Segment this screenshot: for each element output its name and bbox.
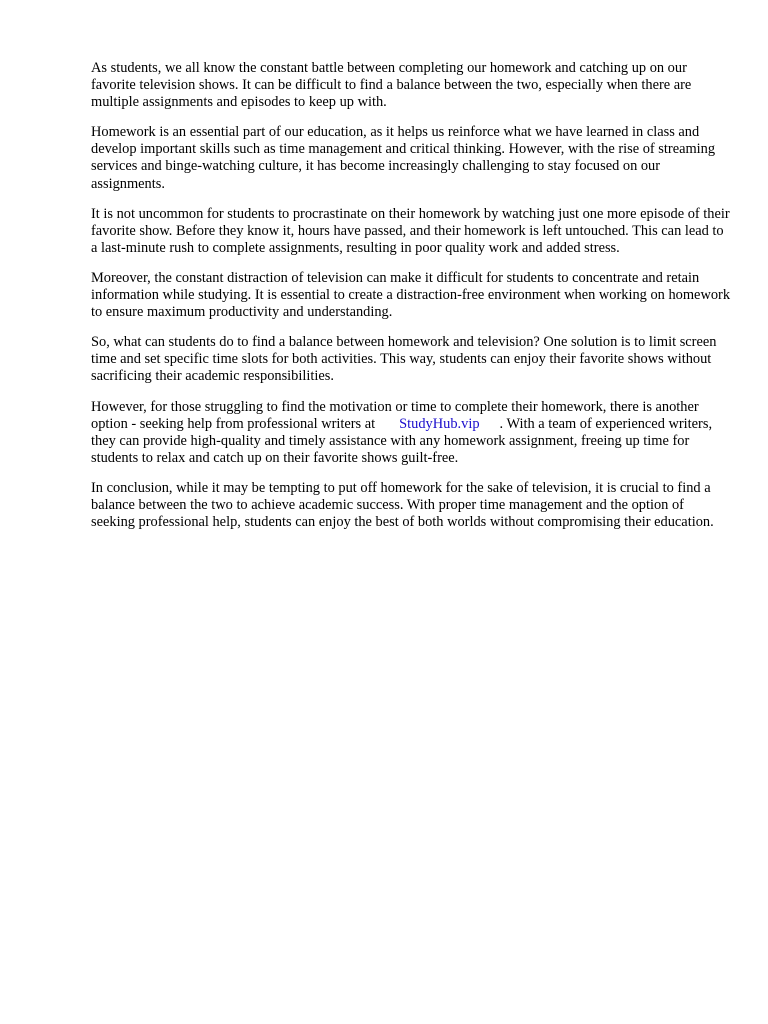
paragraph-distraction: Moreover, the constant distraction of television can make it difficult for students to concentrate and retain information while studying. It is essential to create a distraction-free environment when working on homework to ensure maximum productivity and understanding. xyxy=(91,269,731,321)
studyhub-link[interactable]: StudyHub.vip xyxy=(399,415,480,432)
paragraph-professional-help xyxy=(91,399,731,467)
paragraph-solution: So, what can students do to find a balance between homework and television? One solution is to limit screen time and set specific time slots for both activities. This way, students can enjoy their favorite shows without sacrificing their academic responsibilities. xyxy=(91,334,717,385)
paragraph-text-after-link: . With a team of experienced writers, they can provide high-quality and timely assistance with any homework assignment, freeing up time for students to relax and catch up on their favorite shows guilt-free. xyxy=(91,415,713,466)
paragraph-conclusion: In conclusion, while it may be tempting to put off homework for the sake of television, it is crucial to find a balance between the two to achieve academic success. With proper time management and the option of seeking professional help, students can enjoy the best of both worlds without compromising their education. xyxy=(91,479,714,531)
paragraph-text-before-link: However, for those struggling to find the motivation or time to complete their homework, there is another option - seeking help from professional writers at xyxy=(91,398,699,432)
paragraph-procrastination: It is not uncommon for students to procrastinate on their homework by watching just one more episode of their favorite show. Before they know it, hours have passed, and their homework is left untouched. This can lead to a last-minute rush to complete assignments, resulting in poor quality work and added stress. xyxy=(91,205,730,256)
paragraph-homework-importance: Homework is an essential part of our education, as it helps us reinforce what we have learned in class and develop important skills such as time management and critical thinking. However, with the rise of streaming services and binge-watching culture, it has become increasingly challenging to stay focused on our assignments. xyxy=(91,124,716,192)
paragraph-intro: As students, we all know the constant battle between completing our homework and catching up on our favorite television shows. It can be difficult to find a balance between the two, especially when there are multiple assignments and episodes to keep up with. xyxy=(91,60,692,111)
document-body xyxy=(91,60,731,544)
